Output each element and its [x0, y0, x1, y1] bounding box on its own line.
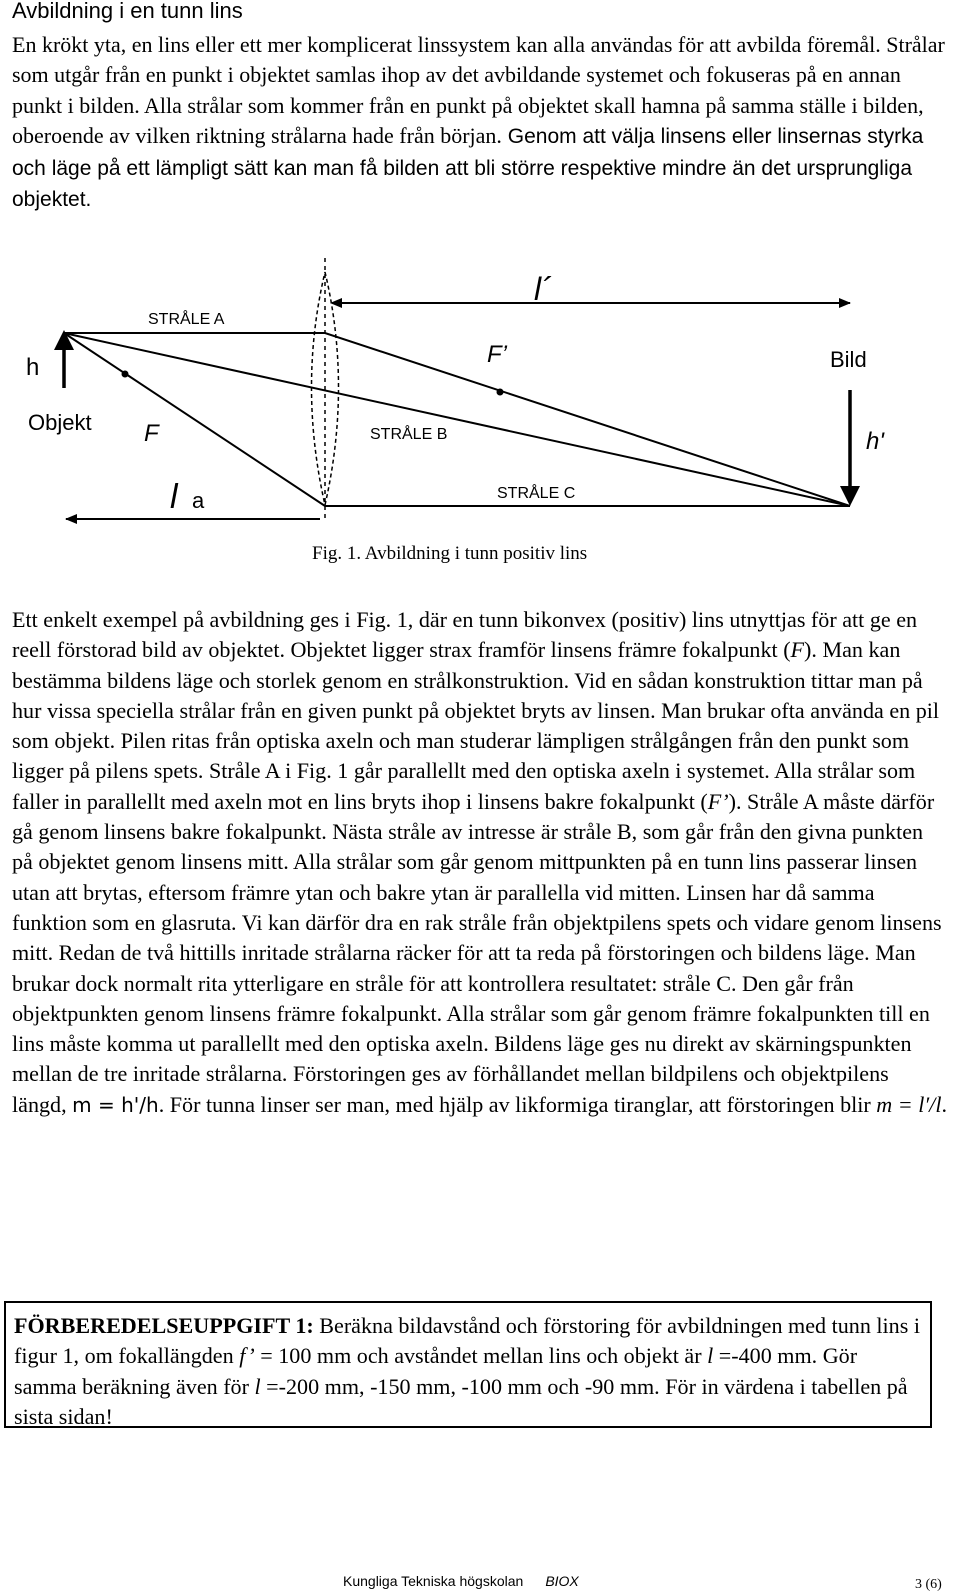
formula-magnification-distances: m = l′/l	[876, 1091, 942, 1117]
label-ray-b: STRÅLE B	[370, 426, 448, 443]
section-title: Avbildning i en tunn lins	[12, 0, 243, 23]
task-text-4: =-200 mm, -150 mm, -100 mm och -90 mm. För in värdena i tabellen på sista sidan!	[14, 1373, 908, 1429]
body-paragraph	[12, 605, 947, 1120]
task-label: FÖRBEREDELSEUPPGIFT 1:	[14, 1313, 314, 1338]
intro-text-1: En krökt yta, en lins eller ett mer komplicerat linssystem kan alla användas för att avbilda föremål. Strålar som utgår från en punkt i objektet samlas ihop av det avbildande systemet och fokuseras på en annan punkt i bilden.	[12, 32, 945, 118]
label-object-distance-sub: a	[192, 488, 205, 513]
label-back-focal: F’	[487, 341, 507, 368]
ray-b	[64, 333, 850, 506]
figure-caption: Fig. 1. Avbildning i tunn positiv lins	[312, 543, 588, 564]
symbol-f: f’	[239, 1343, 255, 1369]
lens-diagram	[0, 250, 960, 540]
footer-course: BIOX	[545, 1573, 579, 1589]
body-text-1: Ett enkelt exempel på avbildning ges i Fig. 1, där en tunn bikonvex (positiv) lins utnyttjas för att ge en reell förstorad bild av objektet. Objektet ligger strax framför linsens främre fokalpunkt (	[12, 607, 918, 663]
symbol-l-2: l	[254, 1373, 261, 1399]
body-text-5: .	[941, 1091, 947, 1117]
label-h: h	[26, 354, 40, 381]
intro-text-3: Genom att välja linsens eller linsernas styrka och läge på ett lämpligt sätt kan man få bilden att bli större respektive mindre än det ursprungliga objektet.	[12, 125, 924, 212]
focal-point-back	[497, 389, 504, 396]
symbol-l-1: l	[707, 1343, 714, 1369]
body-text-2: ). Man kan bestämma bildens läge och storlek genom en strålkonstruktion. Vid en sådan konstruktion tittar man på hur vissa speciella strålar från en given punkt på objektet bryts av linsen. Man brukar ofta använda en pil som objekt. Pilen ritas från optiska axeln och man studerar lämpligen strålgången från den punkt som ligger på pilens spets. Stråle A i Fig. 1 går parallellt med den optiska axeln i systemet. Alla strålar som faller in parallellt med axeln mot en lins bryts ihop i linsens bakre fokalpunkt (	[12, 637, 940, 814]
task-text-3: =-400 mm. Gör samma beräkning även för	[14, 1343, 858, 1399]
body-text-4: . För tunna linser ser man, med hjälp av likformiga tiranglar, att förstoringen blir	[158, 1091, 871, 1117]
symbol-F: F	[790, 637, 805, 663]
label-objekt: Objekt	[28, 410, 92, 435]
symbol-Fprime: F’	[707, 788, 729, 814]
label-ray-a: STRÅLE A	[148, 311, 225, 328]
footer-institution: Kungliga Tekniska högskolan	[343, 1573, 524, 1589]
label-bild: Bild	[830, 347, 867, 372]
body-text-3: ). Stråle A måste därför gå genom linsens bakre fokalpunkt. Nästa stråle av intresse är stråle B, som går från den givna punkten på objektet genom linsens mitt. Alla strålar som går genom mittpunkten på en tunn lins passerar linsen utan att brytas, eftersom främre ytan och bakre ytan är parallella vid mitten. Linsen har då samma funktion som en glasruta. Vi kan därför dra en rak stråle från objektpilens spets och vidare genom linsens mitt. Redan de två hittills inritade strålarna räcker för att ta reda på förstoringen och bildens läge. Man brukar dock normalt rita ytterligare en stråle för att kontrollera resultatet: stråle C. Den går från objektpunkten genom linsens främre fokalpunkt. Alla strålar som går genom främre fokalpunkten till en lins måste komma ut parallellt med den optiska axeln. Bildens läge ges nu direkt av skärningspunkten mellan de tre inritade strålarna. Förstoringen ges av förhållandet mellan bildpilens och objektpilens längd,	[12, 788, 942, 1117]
intro-text-2: Alla strålar som kommer från en punkt på objektet skall hamna på samma ställe i bilden, oberoende av vilken riktning strålarna hade från början.	[12, 92, 924, 149]
intro-paragraph	[12, 30, 947, 215]
label-hprime: h'	[866, 428, 884, 455]
focal-point-front	[122, 371, 129, 378]
label-ray-c: STRÅLE C	[497, 485, 576, 502]
label-image-distance: l´	[534, 271, 552, 307]
formula-magnification-heights: m = h'/h	[72, 1092, 159, 1117]
preparation-task-box	[4, 1301, 932, 1428]
task-text-2: = 100 mm och avståndet mellan lins och objekt är	[254, 1343, 708, 1369]
label-object-distance: l	[170, 478, 178, 516]
label-front-focal: F	[144, 420, 159, 447]
task-text-1: Beräkna bildavstånd och förstoring för avbildningen med tunn lins i figur 1, om fokallängden	[14, 1313, 920, 1369]
page-number: 3 (6)	[915, 1577, 942, 1592]
footer	[343, 1573, 579, 1589]
